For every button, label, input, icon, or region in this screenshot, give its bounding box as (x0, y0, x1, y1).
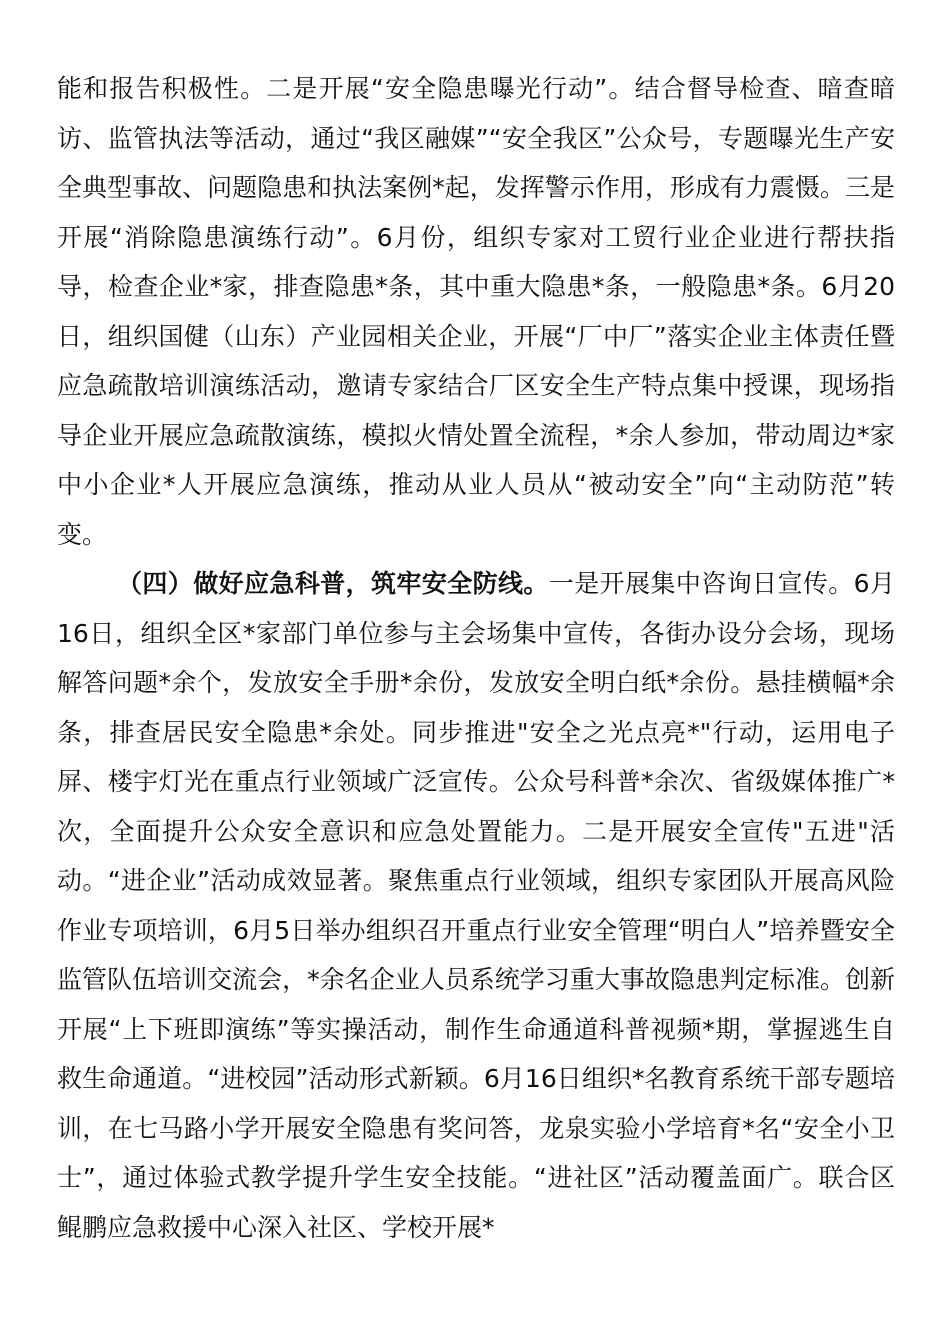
paragraph-continuation (57, 64, 895, 559)
document-page (57, 64, 895, 1252)
section-4-heading: （四）做好应急科普，筑牢安全防线。 (117, 569, 549, 598)
paragraph-1-text: 能和报告积极性。二是开展“安全隐患曝光行动”。结合督导检查、暗查暗访、监管执法等活动，通过“我区融媒”“安全我区”公众号，专题曝光生产安全典型事故、问题隐患和执法案例*起，发挥警示作用，形成有力震慑。三是开展“消除隐患演练行动”。6月份，组织专家对工贸行业企业进行帮扶指导，检查企业*家，排查隐患*条，其中重大隐患*条，一般隐患*条。6月20日，组织国健（山东）产业园相关企业，开展“厂中厂”落实企业主体责任暨应急疏散培训演练活动，邀请专家结合厂区安全生产特点集中授课，现场指导企业开展应急疏散演练，模拟火情处置全流程，*余人参加，带动周边*家中小企业*人开展应急演练，推动从业人员从“被动安全”向“主动防范”转变。 (57, 74, 895, 549)
section-4-paragraph (57, 559, 895, 1252)
section-4-body: 一是开展集中咨询日宣传。6月16日，组织全区*家部门单位参与主会场集中宣传，各街办设分会场，现场解答问题*余个，发放安全手册*余份，发放安全明白纸*余份。悬挂横幅*余条，排查居民安全隐患*余处。同步推进"安全之光点亮*"行动，运用电子屏、楼宇灯光在重点行业领域广泛宣传。公众号科普*余次、省级媒体推广*次，全面提升公众安全意识和应急处置能力。二是开展安全宣传"五进"活动。“进企业”活动成效显著。聚焦重点行业领域，组织专家团队开展高风险作业专项培训，6月5日举办组织召开重点行业安全管理“明白人”培养暨安全监管队伍培训交流会，*余名企业人员系统学习重大事故隐患判定标准。创新开展“上下班即演练”等实操活动，制作生命通道科普视频*期，掌握逃生自救生命通道。“进校园”活动形式新颖。6月16日组织*名教育系统干部专题培训，在七马路小学开展安全隐患有奖问答，龙泉实验小学培育*名“安全小卫士”，通过体验式教学提升学生安全技能。“进社区”活动覆盖面广。联合区鲲鹏应急救援中心深入社区、学校开展* (57, 569, 895, 1242)
